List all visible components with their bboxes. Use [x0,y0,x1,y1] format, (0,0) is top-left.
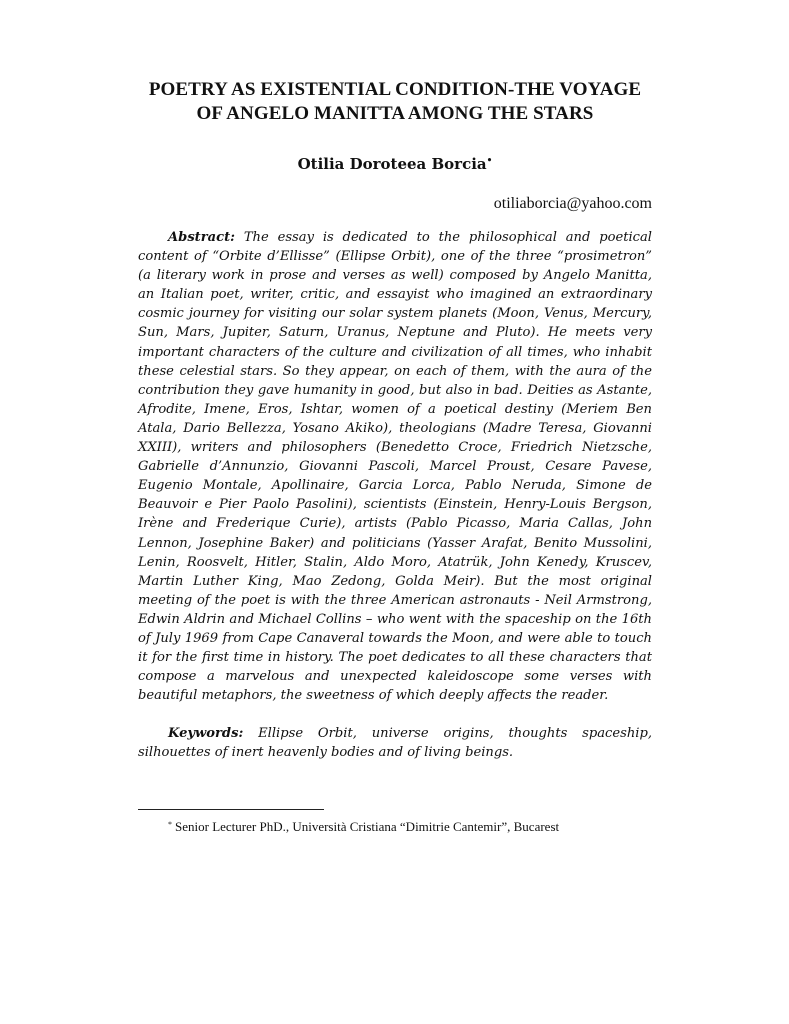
author-name [138,154,652,174]
keywords [138,724,652,762]
author-footnote-mark: • [486,156,493,166]
footnote-text: Senior Lecturer PhD., Università Cristiana “Dimitrie Cantemir”, Bucarest [175,819,560,834]
footnote-mark: * [168,820,172,829]
abstract [138,228,652,705]
author-text: Otilia Doroteea Borcia [297,155,487,173]
keywords-text: Ellipse Orbit, universe origins, thoughts spaceship, silhouettes of inert heavenly bodies and of living beings. [138,726,652,761]
footnote [168,819,652,835]
author-email: otiliaborcia@yahoo.com [493,195,652,212]
abstract-text: The essay is dedicated to the philosophical and poetical content of “Orbite d’Ellisse” (Ellipse Orbit), one of the three “prosimetron” (a literary work in prose and verses as well) composed by Angelo Manitta, an Italian poet, writer, critic, and essayist who imagined an extraordinary cosmic journey for visiting our solar system planets (Moon, Venus, Mercury, Sun, Mars, Jupiter, Saturn, Uranus, Neptune and Pluto). He meets very important characters of the culture and civilization of all times, who inhabit these celestial stars. So they appear, on each of them, with the aura of the contribution they gave humanity in good, but also in bad. Deities as Astante, Afrodite, Imene, Eros, Ishtar, women of a poetical destiny (Meriem Ben Atala, Dario Bellezza, Yosano Akiko), theologians (Madre Teresa, Giovanni XXIII), writers and philosophers (Benedetto Croce, Friedrich Nietzsche, Gabrielle d’Annunzio, Giovanni Pascoli, Marcel Proust, Cesare Pavese, Eugenio Montale, Apollinaire, Garcia Lorca, Pablo Neruda, Simone de Beauvoir e Pier Paolo Pasolini), scientists (Einstein, Henry-Louis Bergson, Irène and Frederique Curie), artists (Pablo Picasso, Maria Callas, John Lennon, Josephine Baker) and politicians (Yasser Arafat, Benito Mussolini, Lenin, Roosvelt, Hitler, Stalin, Aldo Moro, Atatrük, John Kenedy, Kruscev, Martin Luther King, Mao Zedong, Golda Meir). But the most original meeting of the poet is with the three American astronauts - Neil Armstrong, Edwin Aldrin and Michael Collins – who went with the spaceship on the 16th of July 1969 from Cape Canaveral towards the Moon, and were able to touch it for the first time in history. The poet dedicates to all these characters that compose a marvelous and unexpected kaleidoscope some verses with beautiful metaphors, the sweetness of which deeply affects the reader. [138,230,652,704]
abstract-label: Abstract: [168,230,235,245]
keywords-label: Keywords: [168,726,244,742]
paper-page [138,78,652,776]
title-line-1: POETRY AS EXISTENTIAL CONDITION-THE VOYAGE [148,79,642,100]
title-line-2: OF ANGELO MANITTA AMONG THE STARS [196,103,594,124]
paper-title [138,78,652,126]
footnote-divider [138,809,324,810]
